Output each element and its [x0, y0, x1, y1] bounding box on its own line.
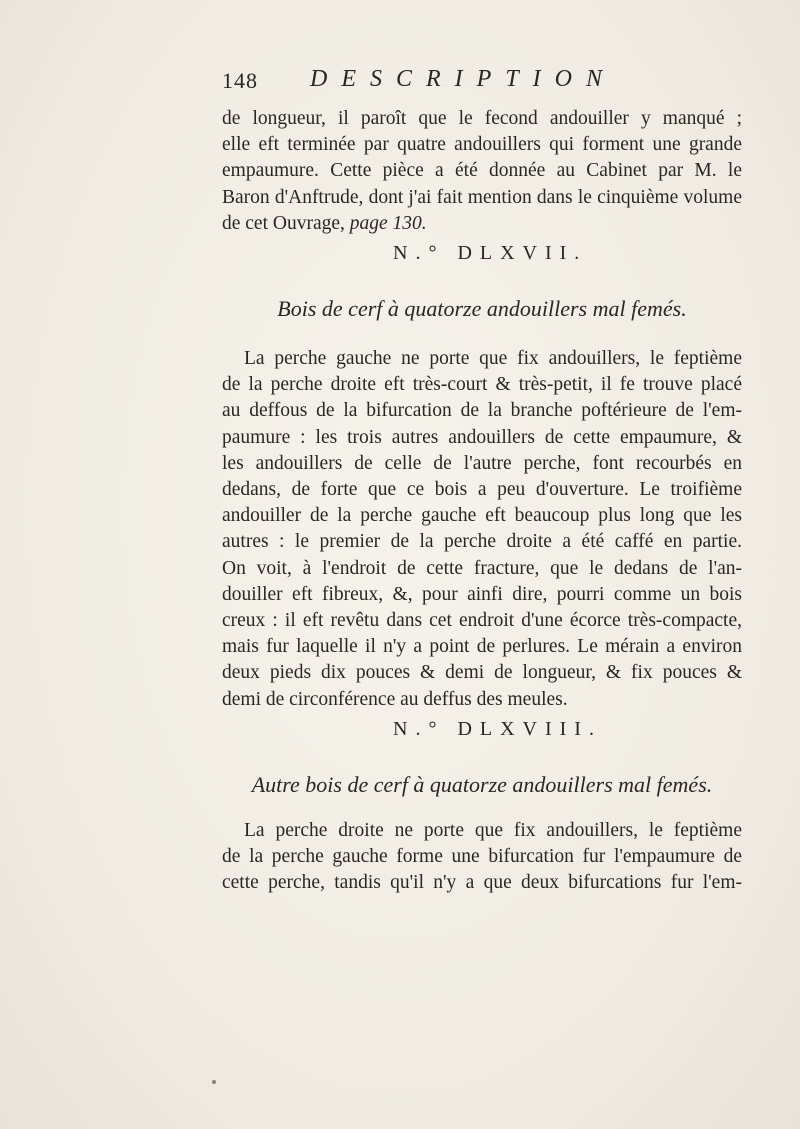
text-line: mais fur laquelle il n'y a point de perlures. Le mérain a environ	[222, 636, 742, 658]
text-line: elle eft terminée par quatre andouillers qui forment une grande	[222, 134, 742, 156]
intro-paragraph	[222, 106, 742, 237]
section-title: Autre bois de cerf à quatorze andouillers mal femés.	[251, 772, 713, 797]
section-number: N.° DLXVIII.	[393, 718, 602, 740]
text-line: creux : il eft revêtu dans cet endroit d'une écorce très-compacte,	[222, 610, 742, 632]
section-title: Bois de cerf à quatorze andouillers mal femés.	[277, 296, 687, 321]
text-line: La perche gauche ne porte que fix andouillers, le feptième	[244, 348, 742, 369]
text-line: La perche droite ne porte que fix andouillers, le feptième	[244, 820, 742, 841]
text-line: On voit, à l'endroit de cette fracture, que le dedans de l'an-	[222, 557, 742, 579]
ink-spot	[212, 1080, 216, 1084]
text-line: empaumure. Cette pièce a été donnée au Cabinet par M. le	[222, 160, 742, 182]
text-line: deux pieds dix pouces & demi de longueur, & fix pouces &	[222, 662, 742, 684]
text-line	[222, 211, 742, 237]
text-line: douiller eft fibreux, &, pour ainfi dire, pourri comme un bois	[222, 583, 742, 605]
page-header	[222, 66, 642, 96]
text-fragment: de cet Ouvrage,	[222, 212, 350, 234]
page-number: 148	[222, 68, 258, 93]
text-line: au deffous de la bifurcation de la branche poftérieure de l'em-	[222, 400, 742, 422]
text-line: de la perche droite eft très-court & très-petit, il fe trouve placé	[222, 374, 742, 396]
text-line: Baron d'Anftrude, dont j'ai fait mention dans le cinquième volume	[222, 186, 742, 208]
text-line: paumure : les trois autres andouillers de cette empaumure, &	[222, 426, 742, 448]
running-title: DESCRIPTION	[310, 66, 616, 92]
text-line: andouiller de la perche gauche eft beaucoup plus long que les	[222, 505, 742, 527]
text-line: cette perche, tandis qu'il n'y a que deux bifurcations fur l'em-	[222, 872, 742, 894]
text-line: demi de circonférence au deffus des meules.	[222, 688, 568, 710]
section-paragraph	[222, 818, 742, 897]
text-line: dedans, de forte que ce bois a peu d'ouverture. Le troifième	[222, 479, 742, 501]
text-line: autres : le premier de la perche droite a été caffé en partie.	[222, 531, 742, 553]
text-line: de longueur, il paroît que le fecond andouiller y manqué ;	[222, 108, 742, 129]
text-line: de la perche gauche forme une bifurcation fur l'empaumure de	[222, 846, 742, 868]
text-line: les andouillers de celle de l'autre perche, font recourbés en	[222, 452, 742, 474]
section-number: N.° DLXVII.	[393, 242, 588, 264]
page-reference: page 130.	[349, 212, 427, 234]
section-paragraph	[222, 346, 742, 713]
